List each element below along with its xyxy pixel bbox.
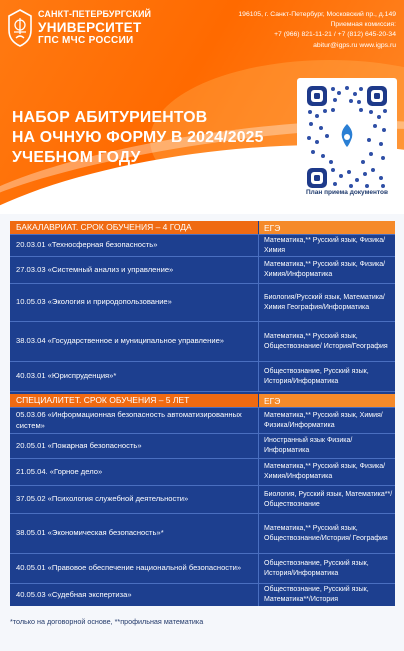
org-line-3: ГПС МЧС РОССИИ [38, 35, 134, 46]
org-line-2: УНИВЕРСИТЕТ [38, 20, 142, 35]
table-row [10, 554, 395, 584]
qr-code-icon[interactable] [305, 84, 389, 192]
header-banner [0, 0, 404, 214]
table-row [10, 257, 395, 284]
exam-column-header: ЕГЭ [259, 394, 395, 407]
section-title: СПЕЦИАЛИТЕТ. СРОК ОБУЧЕНИЯ – 5 ЛЕТ [10, 394, 258, 407]
footnote: *только на договорной основе, **профильная математика [10, 617, 204, 626]
program-name: 05.03.06 «Информационная безопасность автоматизированных систем» [16, 410, 242, 430]
section-header-specialist [10, 394, 395, 408]
exam-column-header: ЕГЭ [259, 221, 395, 234]
page-title [12, 108, 292, 168]
table-row [10, 284, 395, 322]
table-row [10, 322, 395, 362]
qr-card[interactable] [297, 78, 397, 208]
table-row [10, 362, 395, 392]
title-line-3: УЧЕБНОМ ГОДУ [12, 149, 141, 166]
address: 196105, г. Санкт-Петербург, Московский пр., д.149 [238, 11, 396, 18]
program-exams: Биология, Русский язык, Математика**/Обществознание [264, 490, 393, 508]
commission-label: Приемная комиссия: [330, 21, 396, 29]
org-line-1: САНКТ-ПЕТЕРБУРГСКИЙ [38, 9, 152, 19]
program-name: 10.05.03 «Экология и природопользование» [16, 297, 172, 307]
title-line-2: НА ОЧНУЮ ФОРМУ В 2024/2025 [12, 129, 264, 146]
program-name: 20.05.01 «Пожарная безопасность» [16, 440, 142, 450]
web-contacts[interactable]: abitur@igps.ru www.igps.ru [313, 41, 396, 49]
program-name: 38.03.04 «Государственное и муниципальное управление» [16, 336, 225, 346]
program-name: 27.03.03 «Системный анализ и управление» [16, 264, 174, 274]
program-name: 40.05.01 «Правовое обеспечение национальной безопасности» [16, 563, 242, 573]
program-exams: Математика,** Русский язык, Физика/Химия/Информатика [264, 261, 386, 278]
university-name [38, 9, 151, 47]
table-row [10, 584, 395, 606]
table-row [10, 459, 395, 486]
emblem-icon [7, 8, 33, 48]
program-name: 40.05.03 «Судебная экспертиза» [16, 589, 132, 599]
table-row [10, 514, 395, 554]
program-exams: Математика,** Русский язык, Физика/Химия/Информатика [264, 463, 386, 480]
program-exams: Обществознание, Русский язык, История/Информатика [264, 559, 369, 577]
section-header-bachelor [10, 221, 395, 235]
title-line-1: НАБОР АБИТУРИЕНТОВ [12, 109, 208, 126]
program-exams: Обществознание, Русский язык, Математика**/История [264, 586, 369, 603]
contacts-block [196, 10, 396, 51]
qr-caption: План приема документов [305, 189, 388, 196]
program-exams: Биология/Русский язык, Математика/Химия География/Информатика [264, 293, 385, 311]
table-row [10, 434, 395, 459]
program-exams: Математика,** Русский язык, Обществознание/ История/География [264, 332, 388, 350]
table-row [10, 235, 395, 257]
program-exams: Иностранный язык Физика/Информатика [264, 437, 353, 454]
program-exams: Математика,** Русский язык, Химия/Физика/Информатика [264, 411, 383, 429]
table-row [10, 408, 395, 434]
program-name: 21.05.04. «Горное дело» [16, 466, 103, 476]
program-name: 20.03.01 «Техносферная безопасность» [16, 240, 158, 250]
program-name: 37.05.02 «Психология служебной деятельности» [16, 494, 189, 504]
program-exams: Обществознание, Русский язык, История/Информатика [264, 367, 369, 385]
phones: +7 (966) 821-11-21 / +7 (812) 645-20-34 [274, 31, 396, 39]
program-exams: Математика,** Русский язык, Физика/Химия [264, 236, 386, 254]
program-name: 38.05.01 «Экономическая безопасность»* [16, 528, 164, 538]
section-title: БАКАЛАВРИАТ. СРОК ОБУЧЕНИЯ – 4 ГОДА [10, 221, 258, 234]
programs-table [10, 221, 395, 606]
program-name: 40.03.01 «Юриспруденция»* [16, 371, 117, 381]
table-row [10, 486, 395, 514]
program-exams: Математика,** Русский язык, Обществознание/История/ География [264, 524, 388, 542]
